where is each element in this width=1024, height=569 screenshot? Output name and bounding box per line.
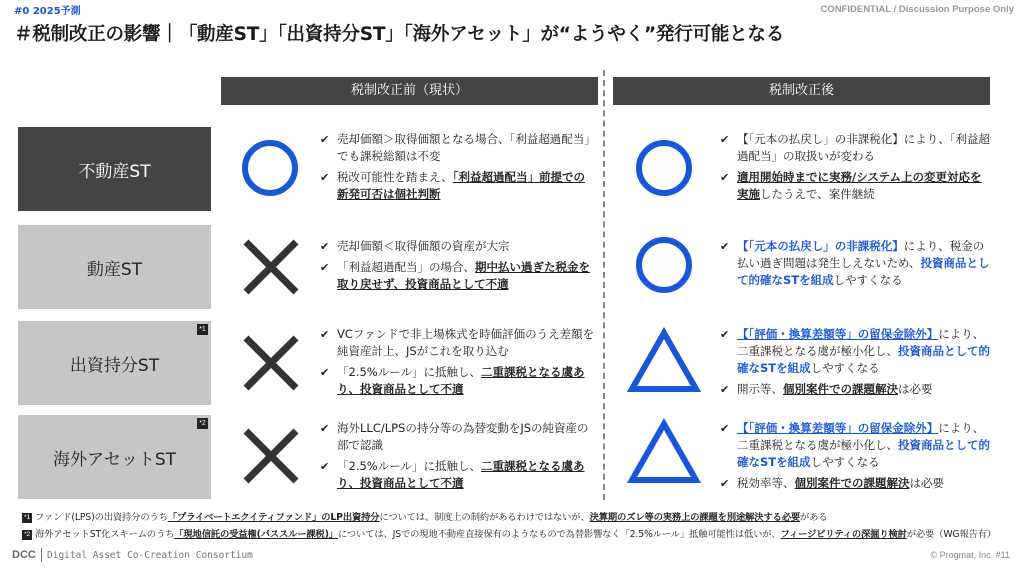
bullet-point: ✔ 【「元本の払戻し」の非課税化】により、「利益超過配当」の取扱いが変わる (720, 132, 990, 163)
after-points-overseas-asset (720, 420, 992, 496)
check-icon: ✔ (320, 328, 330, 341)
page-title: ＃税制改正の影響｜「動産ST」「出資持分ST」「海外アセット」が“ようやく”発行可能となる (14, 24, 785, 45)
check-icon: ✔ (320, 133, 330, 146)
row-label-text: 動産ST (86, 259, 143, 280)
circle-icon (632, 136, 696, 200)
row-label-text: 海外アセットST (52, 449, 176, 470)
before-points-movables (320, 238, 595, 297)
after-points-equity-interest (720, 326, 992, 402)
row-label-overseas-asset (18, 415, 211, 499)
bullet-point: ✔ VCファンドで非上場株式を時価評価のうえ差額を純資産計上、JSがこれを取り込む (320, 327, 595, 358)
check-icon: ✔ (720, 171, 730, 184)
section-tag: #0 2025予測 (14, 6, 81, 17)
check-icon: ✔ (320, 460, 330, 473)
bullet-point: ✔ 売却価額＜取得価額の資産が大宗 (320, 239, 510, 253)
check-icon: ✔ (320, 240, 330, 253)
check-icon: ✔ (720, 422, 730, 435)
bullet-point: ✔ 「2.5%ルール」に抵触し、二重課税となる虞あり、投資商品として不適 (320, 459, 585, 490)
footnote-2: *2 海外アセットST化スキームのうち「現地信託の受益権(パススルー課税)」については、JSでの現地不動産直接保有のようなもので為替影響なく「2.5%ルール」抵触可能性は低いが、フィージビリティの深掘り検討が必要（WG報告有） (22, 529, 996, 541)
bullet-point: ✔ 適用開始時までに実務/システム上の変更対応を実施したうえで、案件継続 (720, 170, 982, 201)
row-label-text: 不動産ST (78, 161, 151, 182)
after-points-movables (720, 238, 992, 293)
footer-divider (41, 548, 42, 562)
after-points-real-estate (720, 131, 992, 207)
triangle-icon (627, 418, 701, 486)
footnote-marker: *1 (197, 324, 208, 335)
before-points-equity-interest (320, 326, 595, 402)
copyright-page-number: © Progmat, Inc. #11 (930, 550, 1010, 560)
triangle-icon (627, 327, 701, 395)
check-icon: ✔ (320, 422, 330, 435)
bullet-point: ✔ 開示等、個別案件での課題解決は必要 (720, 382, 933, 396)
bullet-point: ✔ 【「元本の払戻し」の非課税化】により、税金の払い過ぎ問題は発生しえないため、投資商品として的確なSTを組成しやすくなる (720, 239, 990, 287)
row-label-text: 出資持分ST (69, 355, 160, 376)
bullet-point: ✔ 【「評価・換算差額等」の留保金除外】により、二重課税となる虞が極小化し、投資商品として的確なSTを組成しやすくなる (720, 421, 990, 469)
bullet-point: ✔ 税改可能性を踏まえ、「利益超過配当」前提での新発可否は個社判断 (320, 170, 585, 201)
cross-icon (240, 236, 302, 298)
before-points-real-estate (320, 131, 595, 207)
cross-icon (240, 425, 302, 487)
row-label-real-estate (18, 127, 211, 211)
bullet-point: ✔ 税効率等、個別案件での課題解決は必要 (720, 476, 944, 490)
row-label-equity-interest (18, 321, 211, 405)
check-icon: ✔ (720, 240, 730, 253)
column-header-after: 税制改正後 (613, 77, 990, 105)
dcc-logo: DCC (12, 549, 36, 561)
footnote-marker: *2 (22, 530, 32, 540)
cross-icon (240, 332, 302, 394)
bullet-point: ✔ 【「評価・換算差額等」の留保金除外】により、二重課税となる虞が極小化し、投資商品として的確なSTを組成しやすくなる (720, 327, 990, 375)
bullet-point: ✔ 売却価額＞取得価額となる場合、「利益超過配当」でも課税総額は不変 (320, 132, 590, 163)
bullet-point: ✔ 「2.5%ルール」に抵触し、二重課税となる虞あり、投資商品として不適 (320, 365, 585, 396)
check-icon: ✔ (720, 328, 730, 341)
footnote-1: *1 ファンド(LPS)の出資持分のうち「プライベートエクイティファンド」のLP出資持分については、制度上の制約があるわけではないが、決算期のズレ等の実務上の課題を別途解決する必要がある (22, 512, 827, 524)
check-icon: ✔ (720, 383, 730, 396)
row-label-movables (18, 225, 211, 309)
check-icon: ✔ (320, 366, 330, 379)
consortium-name: Digital Asset Co-Creation Consortium (47, 550, 253, 561)
before-points-overseas-asset (320, 420, 595, 496)
footnote-marker: *2 (197, 418, 208, 429)
confidential-label: CONFIDENTIAL / Discussion Purpose Only (820, 4, 1014, 15)
check-icon: ✔ (720, 133, 730, 146)
check-icon: ✔ (320, 171, 330, 184)
check-icon: ✔ (320, 261, 330, 274)
footnote-marker: *1 (22, 513, 32, 523)
column-divider (603, 70, 605, 500)
circle-icon (632, 233, 696, 297)
bullet-point: ✔ 「利益超過配当」の場合、期中払い過ぎた税金を取り戻せず、投資商品として不適 (320, 260, 590, 291)
column-header-before: 税制改正前（現状） (221, 77, 598, 105)
check-icon: ✔ (720, 477, 730, 490)
circle-icon (238, 136, 302, 200)
bullet-point: ✔ 海外LLC/LPSの持分等の為替変動をJSの純資産の部で認識 (320, 421, 589, 452)
